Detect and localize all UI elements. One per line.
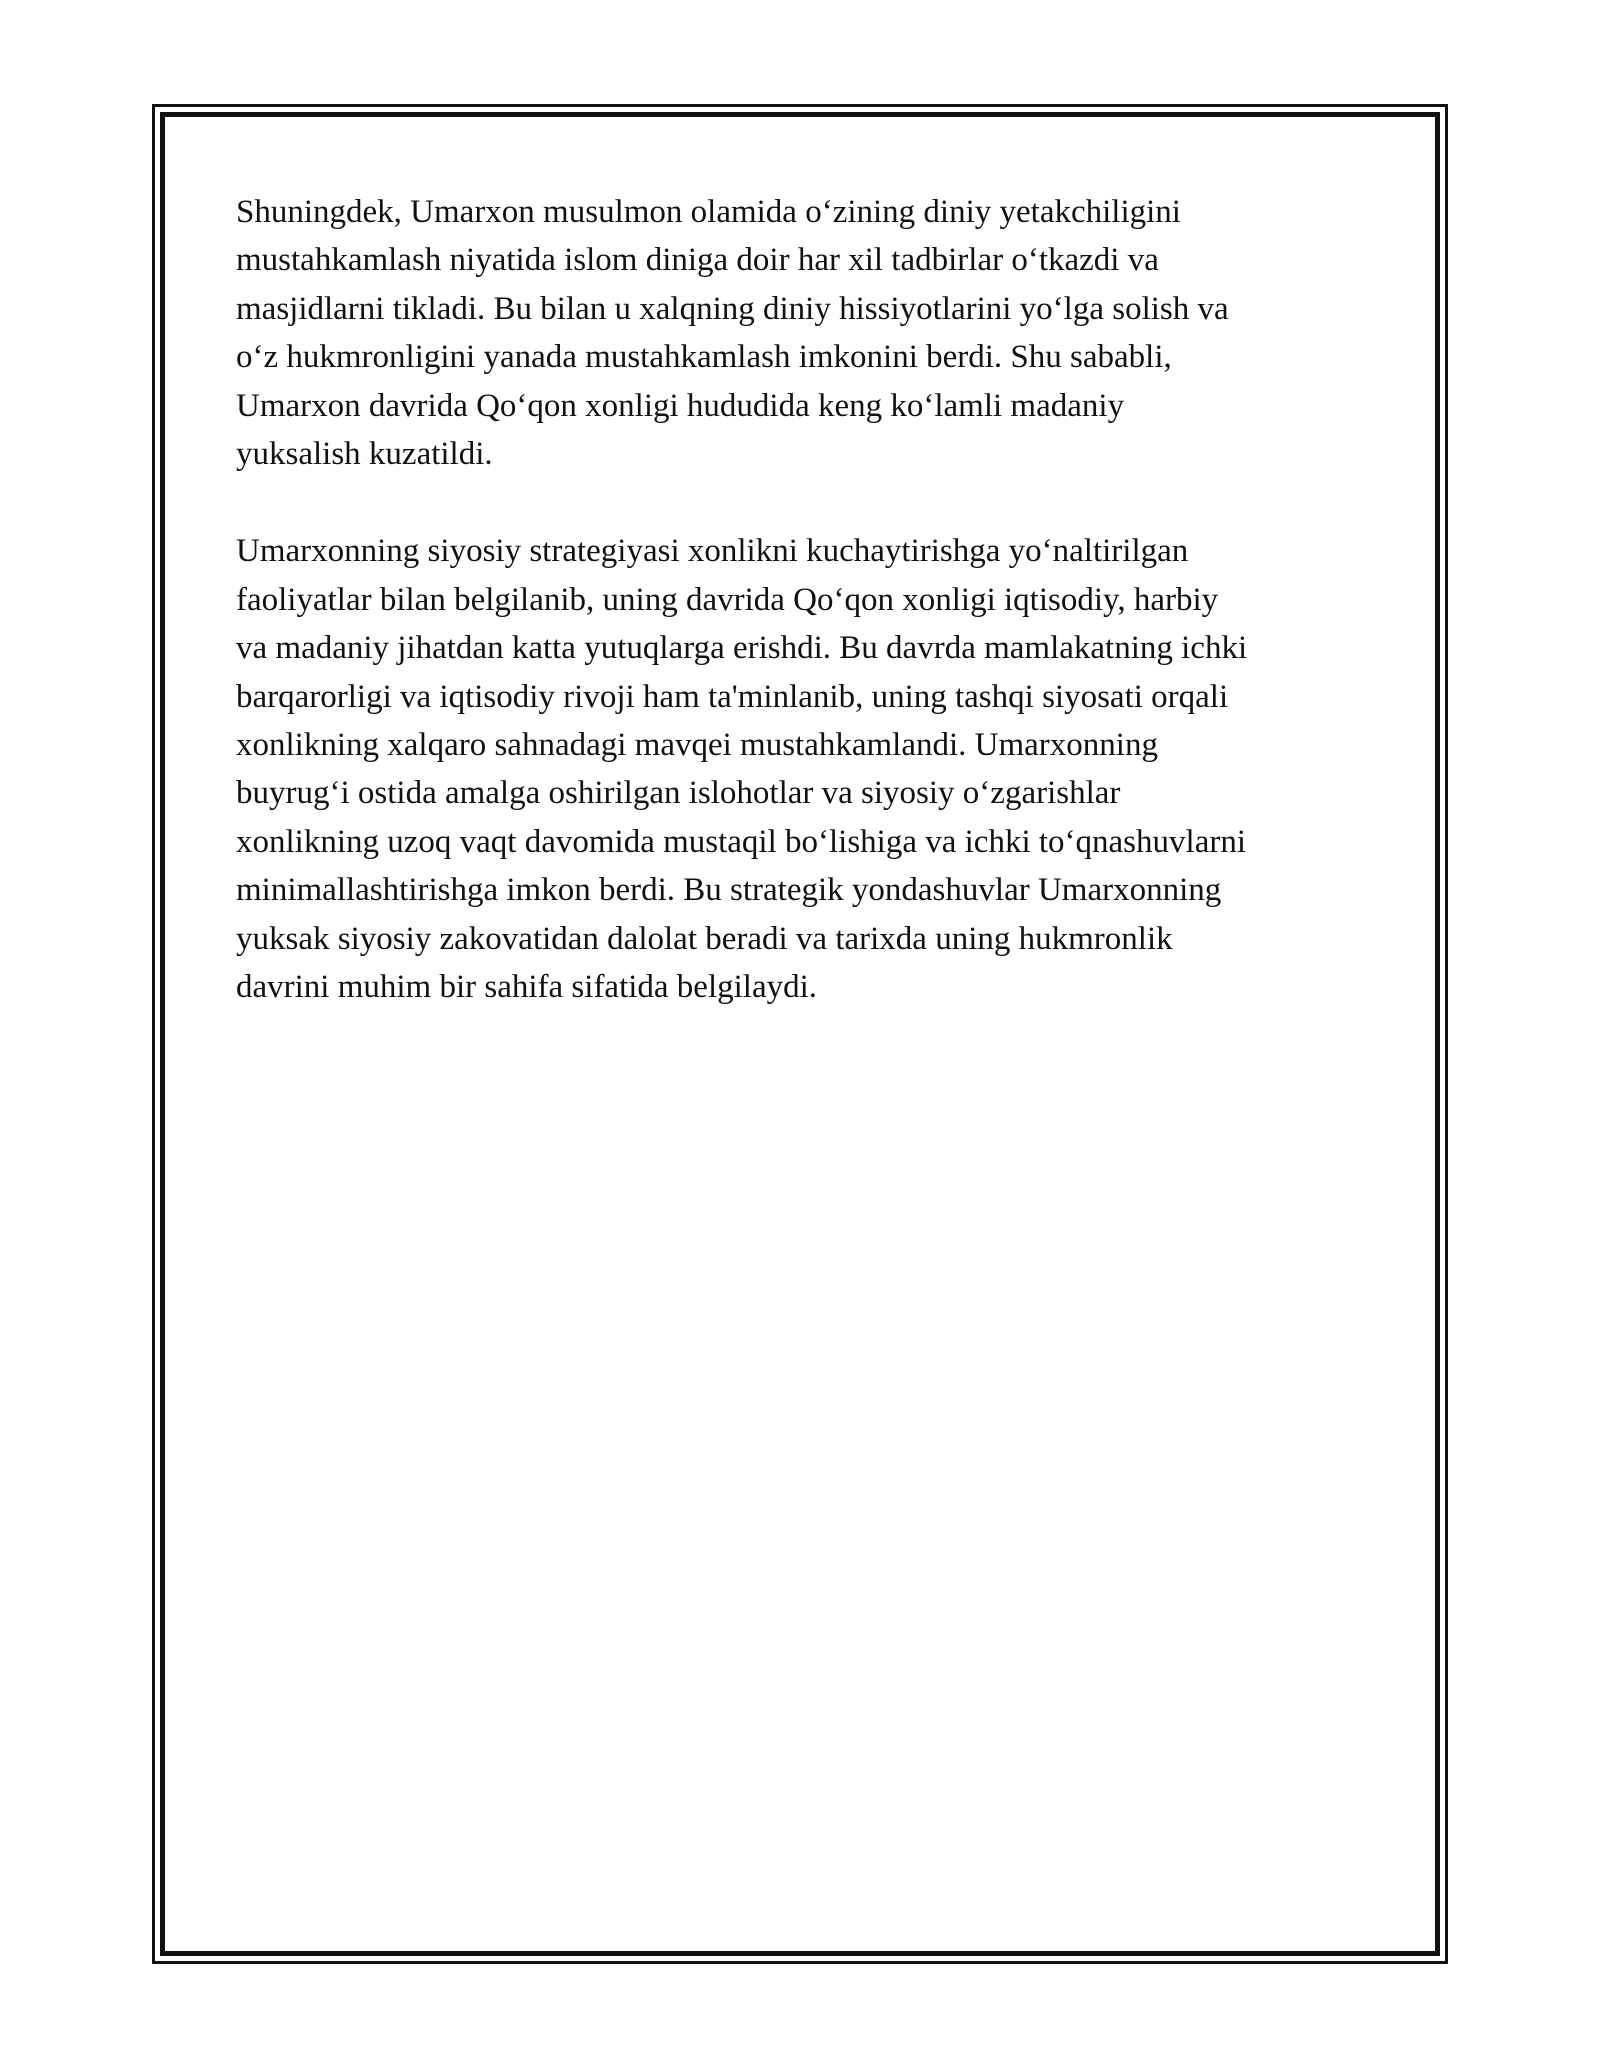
paragraph-1: Shuningdek, Umarxon musulmon olamida o‘zining diniy yetakchiligini mustahkamlash niyatida islom diniga doir har xil tadbirlar o‘tkazdi va masjidlarni tikladi. Bu bilan u xalqning diniy hissiyotlarini yo‘lga solish va o‘z hukmronligini yanada mustahkamlash imkonini berdi. Shu sababli, Umarxon davrida Qo‘qon xonligi hududida keng ko‘lamli madaniy yuksalish kuzatildi. [236, 194, 1229, 473]
paragraph-2: Umarxonning siyosiy strategiyasi xonlikni kuchaytirishga yo‘naltirilgan faoliyatlar bilan belgilanib, uning davrida Qo‘qon xonligi iqtisodiy, harbiy va madaniy jihatdan katta yutuqlarga erishdi. Bu davrda mamlakatning ichki barqarorligi va iqtisodiy rivoji ham ta'minlanib, uning tashqi siyosati orqali xonlikning xalqaro sahnadagi mavqei mustahkamlandi. Umarxonning buyrug‘i ostida amalga oshirilgan islohotlar va siyosiy o‘zgarishlar xonlikning uzoq vaqt davomida mustaqil bo‘lishiga va ichki to‘qnashuvlarni minimallashtirishga imkon berdi. Bu strategik yondashuvlar Umarxonning yuksak siyosiy zakovatidan dalolat beradi va tarixda uning hukmronlik davrini muhim bir sahifa sifatida belgilaydi. [236, 533, 1248, 1006]
document-body [236, 188, 1366, 1012]
